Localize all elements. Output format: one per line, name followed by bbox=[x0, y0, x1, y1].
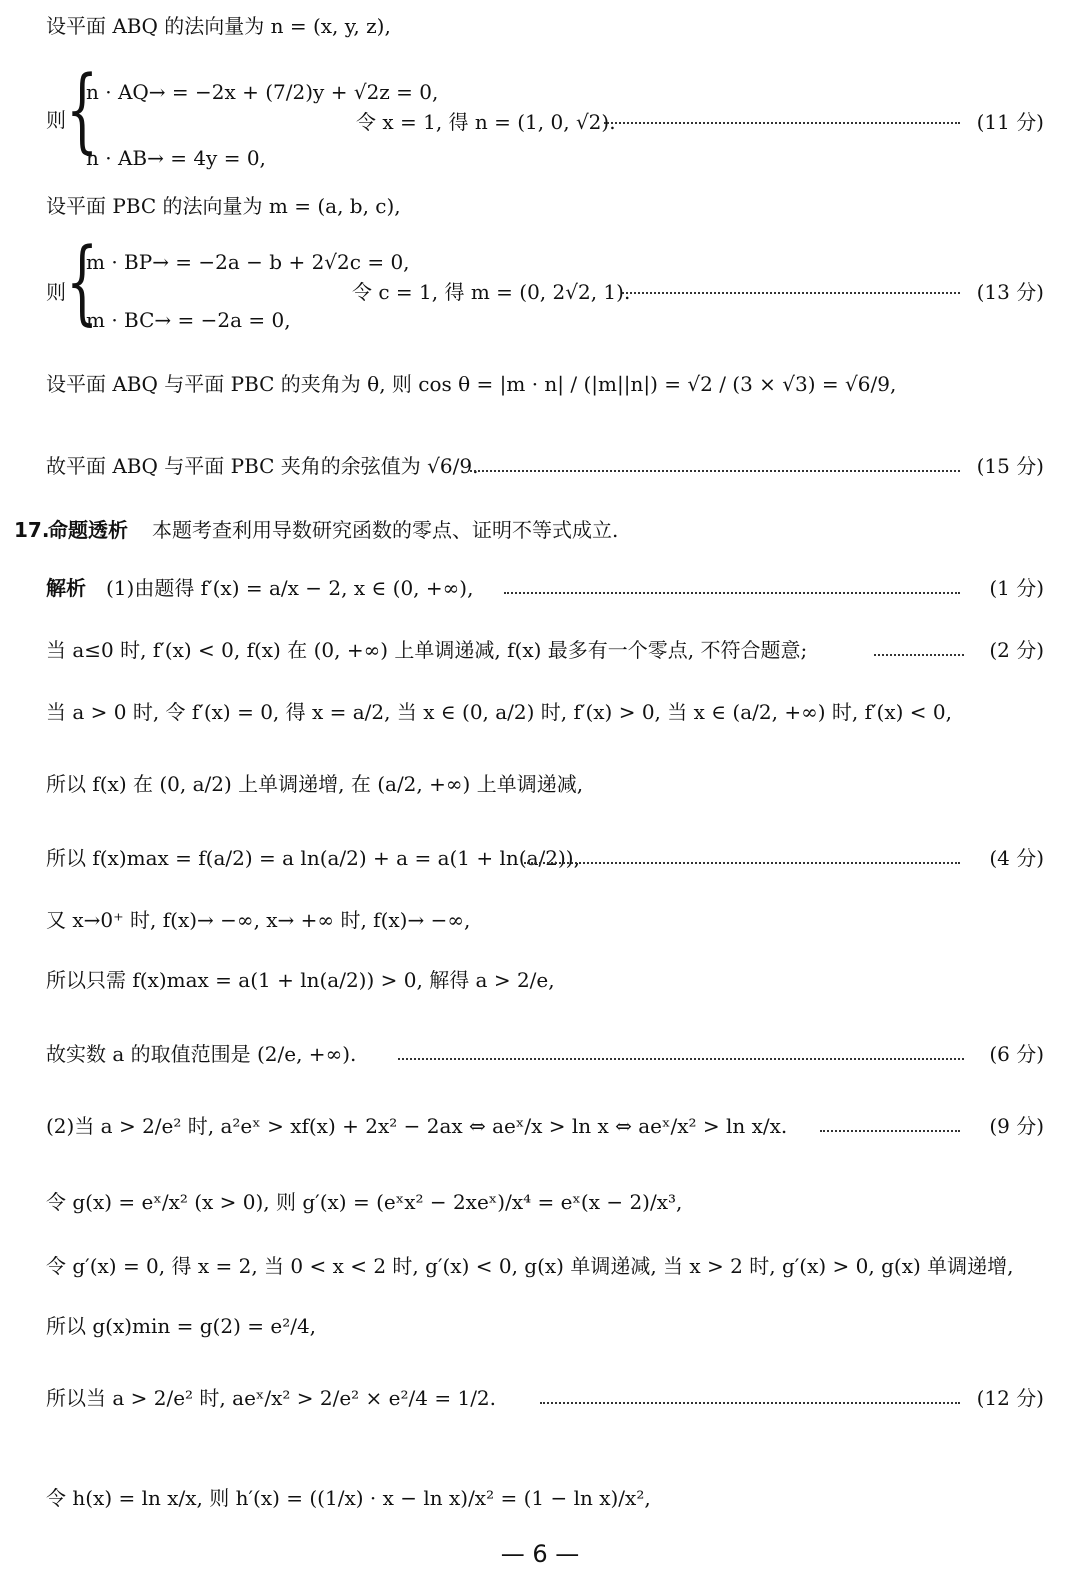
score-mark: (15 分) bbox=[976, 454, 1044, 478]
line-text: 设平面 ABQ 与平面 PBC 的夹角为 θ, 则 cos θ = |m · n| / (|m||n|) = √2 / (3 × √3) = √6/9, bbox=[46, 372, 897, 396]
line-text: (1)由题得 f′(x) = a/x − 2, x ∈ (0, +∞), bbox=[106, 576, 474, 600]
leader-dots bbox=[874, 654, 964, 656]
left-brace: { bbox=[66, 56, 99, 163]
line-text: 令 h(x) = ln x/x, 则 h′(x) = ((1/x) · x − ln x)/x² = (1 − ln x)/x², bbox=[46, 1486, 651, 1510]
line-text: 所以 f(x)max = f(a/2) = a ln(a/2) + a = a(1 + ln(a/2)), bbox=[46, 846, 580, 870]
score-mark: (4 分) bbox=[989, 846, 1044, 870]
line-text: 所以只需 f(x)max = a(1 + ln(a/2)) > 0, 解得 a > 2/e, bbox=[46, 968, 555, 992]
section-heading: 解析 bbox=[46, 576, 86, 600]
line-text: (2)当 a > 2/e² 时, a²eˣ > xf(x) + 2x² − 2ax ⇔ aeˣ/x > ln x ⇔ aeˣ/x² > ln x/x. bbox=[46, 1114, 788, 1138]
line-text: 设平面 PBC 的法向量为 m = (a, b, c), bbox=[46, 194, 401, 218]
line-text: 所以 g(x)min = g(2) = e²/4, bbox=[46, 1314, 317, 1338]
score-mark: (12 分) bbox=[976, 1386, 1044, 1410]
score-mark: (6 分) bbox=[989, 1042, 1044, 1066]
page-number: — 6 — bbox=[500, 1540, 580, 1568]
leader-dots bbox=[470, 470, 960, 472]
line-text: 所以当 a > 2/e² 时, aeˣ/x² > 2/e² × e²/4 = 1/2. bbox=[46, 1386, 497, 1410]
equation-line: m · BP→ = −2a − b + 2√2c = 0, bbox=[86, 250, 410, 274]
leader-dots bbox=[820, 1130, 960, 1132]
line-text: 当 a > 0 时, 令 f′(x) = 0, 得 x = a/2, 当 x ∈ (0, a/2) 时, f′(x) > 0, 当 x ∈ (a/2, +∞) 时, f′(x) < 0, bbox=[46, 700, 952, 724]
line-text: 又 x→0⁺ 时, f(x)→ −∞, x→ +∞ 时, f(x)→ −∞, bbox=[46, 908, 471, 932]
score-mark: (11 分) bbox=[976, 110, 1044, 134]
line-text: 设平面 ABQ 的法向量为 n = (x, y, z), bbox=[46, 14, 391, 38]
equation-line: n · AB→ = 4y = 0, bbox=[86, 146, 266, 170]
then-label: 则 bbox=[46, 108, 66, 132]
question-number: 17. bbox=[14, 518, 50, 542]
score-mark: (9 分) bbox=[989, 1114, 1044, 1138]
leader-dots bbox=[398, 1058, 964, 1060]
score-mark: (1 分) bbox=[989, 576, 1044, 600]
section-heading: 命题透析 bbox=[48, 518, 128, 542]
leader-dots bbox=[524, 862, 960, 864]
score-mark: (2 分) bbox=[989, 638, 1044, 662]
line-text: 本题考查利用导数研究函数的零点、证明不等式成立. bbox=[152, 518, 619, 542]
result-text: 令 c = 1, 得 m = (0, 2√2, 1). bbox=[352, 280, 631, 304]
equation-line: m · BC→ = −2a = 0, bbox=[86, 308, 291, 332]
equation-line: n · AQ→ = −2x + (7/2)y + √2z = 0, bbox=[86, 80, 439, 104]
line-text: 故实数 a 的取值范围是 (2/e, +∞). bbox=[46, 1042, 357, 1066]
leader-dots bbox=[504, 592, 960, 594]
then-label: 则 bbox=[46, 280, 66, 304]
line-text: 令 g′(x) = 0, 得 x = 2, 当 0 < x < 2 时, g′(x) < 0, g(x) 单调递减, 当 x > 2 时, g′(x) > 0, g(x) 单调递增, bbox=[46, 1254, 1014, 1278]
line-text: 令 g(x) = eˣ/x² (x > 0), 则 g′(x) = (eˣx² − 2xeˣ)/x⁴ = eˣ(x − 2)/x³, bbox=[46, 1190, 683, 1214]
left-brace: { bbox=[66, 228, 99, 335]
leader-dots bbox=[622, 292, 960, 294]
line-text: 所以 f(x) 在 (0, a/2) 上单调递增, 在 (a/2, +∞) 上单调递减, bbox=[46, 772, 584, 796]
line-text: 当 a≤0 时, f′(x) < 0, f(x) 在 (0, +∞) 上单调递减, f(x) 最多有一个零点, 不符合题意; bbox=[46, 638, 808, 662]
result-text: 令 x = 1, 得 n = (1, 0, √2). bbox=[356, 110, 616, 134]
leader-dots bbox=[540, 1402, 960, 1404]
leader-dots bbox=[604, 122, 960, 124]
score-mark: (13 分) bbox=[976, 280, 1044, 304]
line-text: 故平面 ABQ 与平面 PBC 夹角的余弦值为 √6/9. bbox=[46, 454, 479, 478]
